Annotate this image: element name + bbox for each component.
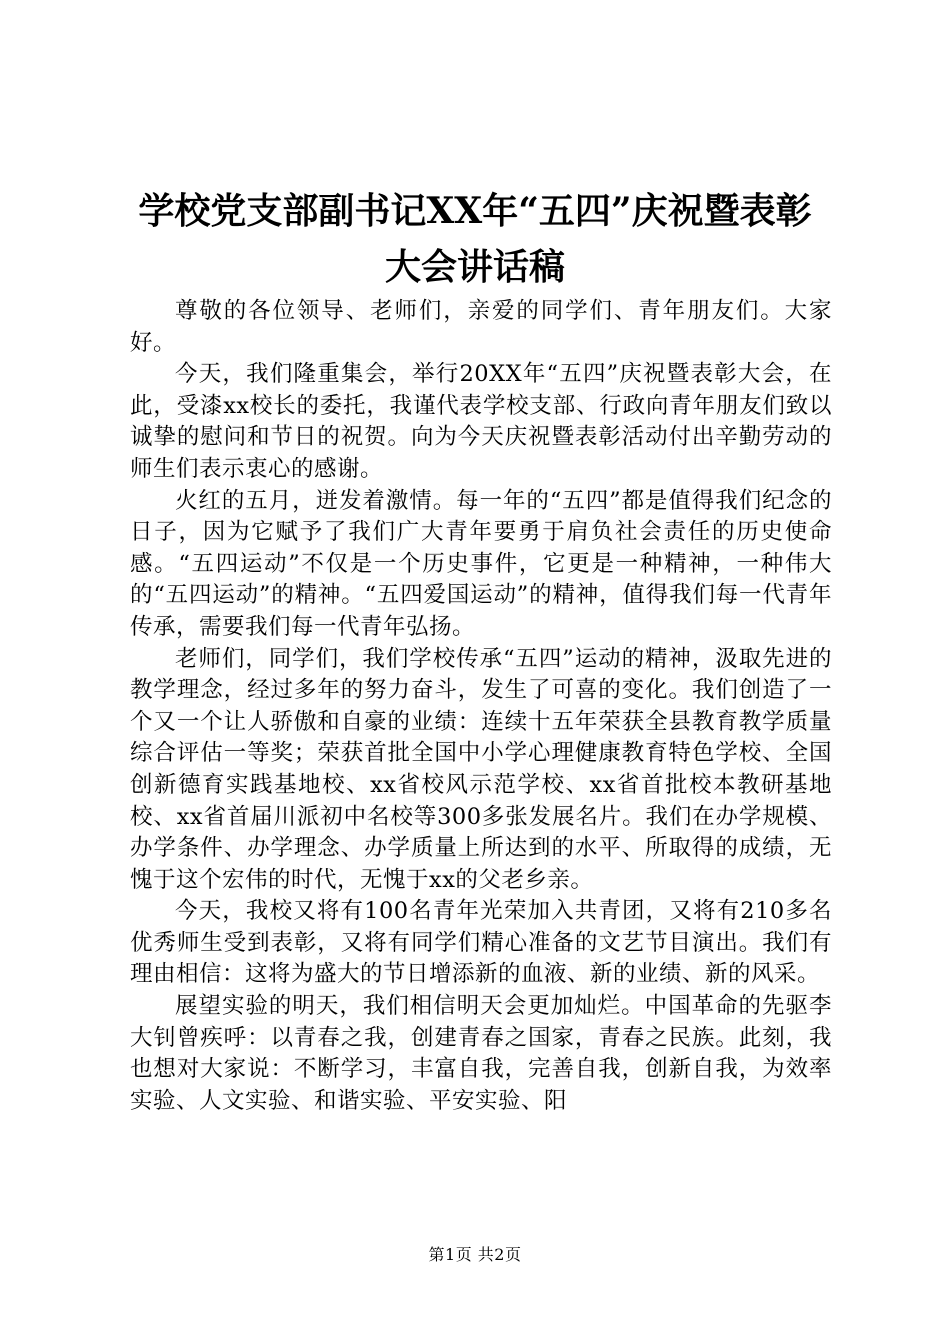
- paragraph-opening: 今天，我们隆重集会，举行20XX年“五四”庆祝暨表彰大会，在此，受漆xx校长的委托，我谨代表学校支部、行政向青年朋友们致以诚挚的慰问和节日的祝贺。向为今天庆祝暨表彰活动付出辛勤劳动的师生们表示衷心的感谢。: [130, 361, 832, 482]
- paragraph-today-events: 今天，我校又将有100名青年光荣加入共青团，又将有210多名优秀师生受到表彰，又将有同学们精心准备的文艺节目演出。我们有理由相信：这将为盛大的节日增添新的血液、新的业绩、新的风采。: [130, 898, 832, 988]
- paragraph-greeting: 尊敬的各位领导、老师们，亲爱的同学们、青年朋友们。大家好。: [130, 298, 832, 356]
- page-number-footer: 第1页 共2页: [428, 1245, 522, 1264]
- paragraph-school-achievements: 老师们，同学们，我们学校传承“五四”运动的精神，汲取先进的教学理念，经过多年的努力奋斗，发生了可喜的变化。我们创造了一个又一个让人骄傲和自豪的业绩：连续十五年荣获全县教育教学质量综合评估一等奖；荣获首批全国中小学心理健康教育特色学校、全国创新德育实践基地校、xx省校风示范学校、xx省首批校本教研基地校、xx省首届川派初中名校等300多张发展名片。我们在办学规模、办学条件、办学理念、办学质量上所达到的水平、所取得的成绩，无愧于这个宏伟的时代，无愧于xx的父老乡亲。: [130, 645, 832, 893]
- document-title-line-2: 大会讲话稿: [384, 246, 565, 288]
- paragraph-may-fourth-spirit: 火红的五月，迸发着激情。每一年的“五四”都是值得我们纪念的日子，因为它赋予了我们广大青年要勇于肩负社会责任的历史使命感。“五四运动”不仅是一个历史事件，它更是一种精神，一种伟大的“五四运动”的精神。“五四爱国运动”的精神，值得我们每一代青年传承，需要我们每一代青年弘扬。: [130, 487, 832, 640]
- document-body: [130, 296, 832, 1117]
- paragraph-outlook: 展望实验的明天，我们相信明天会更加灿烂。中国革命的先驱李大钊曾疾呼：以青春之我，创建青春之国家，青春之民族。此刻，我也想对大家说：不断学习，丰富自我，完善自我，创新自我，为效率实验、人文实验、和谐实验、平安实验、阳: [130, 993, 832, 1114]
- document-title-line-1: 学校党支部副书记XX年“五四”庆祝暨表彰: [138, 190, 812, 232]
